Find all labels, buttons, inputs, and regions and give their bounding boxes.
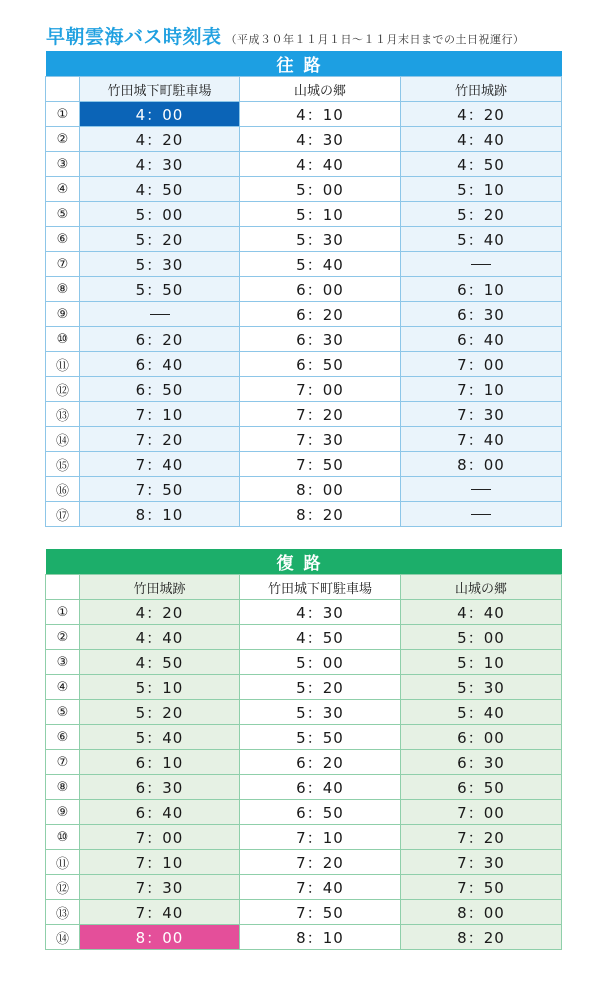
table-row — [46, 477, 562, 502]
time-cell: 7：50 — [240, 452, 401, 477]
corner-cell — [46, 77, 80, 102]
column-header: 竹田城跡 — [80, 575, 240, 600]
time-cell: 4：00 — [80, 102, 240, 127]
table-row — [46, 900, 562, 925]
trip-number: ① — [46, 600, 80, 625]
trip-number: ⑤ — [46, 202, 80, 227]
trip-number: ⑨ — [46, 302, 80, 327]
time-cell: 7：10 — [80, 850, 240, 875]
time-cell: 8：20 — [240, 502, 401, 527]
time-cell: 7：20 — [401, 825, 562, 850]
time-cell: 5：30 — [240, 700, 401, 725]
table-row — [46, 227, 562, 252]
trip-number: ⑤ — [46, 700, 80, 725]
time-cell: 7：20 — [240, 850, 401, 875]
time-cell: 7：50 — [240, 900, 401, 925]
trip-number: ⑩ — [46, 825, 80, 850]
trip-number: ② — [46, 625, 80, 650]
trip-number: ⑪ — [46, 850, 80, 875]
time-cell: 5：40 — [240, 252, 401, 277]
table-row — [46, 127, 562, 152]
time-cell: 4：40 — [401, 600, 562, 625]
table-row — [46, 452, 562, 477]
trip-number: ④ — [46, 675, 80, 700]
time-cell: 5：30 — [80, 252, 240, 277]
table-row — [46, 825, 562, 850]
table-row — [46, 675, 562, 700]
trip-number: ⑫ — [46, 875, 80, 900]
trip-number: ② — [46, 127, 80, 152]
time-cell: 7：50 — [80, 477, 240, 502]
time-cell: 8：00 — [80, 925, 240, 950]
column-header: 山城の郷 — [240, 77, 401, 102]
time-cell: 8：10 — [80, 502, 240, 527]
trip-number: ③ — [46, 152, 80, 177]
time-cell: 5：30 — [240, 227, 401, 252]
time-cell: 4：10 — [240, 102, 401, 127]
table-row — [46, 925, 562, 950]
table-row — [46, 775, 562, 800]
time-cell: 4：50 — [80, 650, 240, 675]
table-row — [46, 177, 562, 202]
time-cell: 4：40 — [401, 127, 562, 152]
time-cell: 8：00 — [401, 452, 562, 477]
time-cell: 6：40 — [401, 327, 562, 352]
time-cell: 7：30 — [401, 402, 562, 427]
return-column-headers — [46, 575, 562, 600]
time-cell: 5：20 — [80, 700, 240, 725]
table-row — [46, 700, 562, 725]
trip-number: ⑬ — [46, 900, 80, 925]
time-cell: 4：50 — [401, 152, 562, 177]
trip-number: ⑫ — [46, 377, 80, 402]
table-row — [46, 102, 562, 127]
time-cell: 5：20 — [80, 227, 240, 252]
time-cell: 4：30 — [240, 600, 401, 625]
time-cell: 5：00 — [240, 177, 401, 202]
trip-number: ① — [46, 102, 80, 127]
trip-number: ⑭ — [46, 427, 80, 452]
time-cell: 4：50 — [240, 625, 401, 650]
time-cell: 5：20 — [401, 202, 562, 227]
time-cell: 5：40 — [401, 700, 562, 725]
time-cell: 6：50 — [80, 377, 240, 402]
time-cell: 4：30 — [80, 152, 240, 177]
outbound-timetable — [45, 51, 562, 527]
trip-number: ③ — [46, 650, 80, 675]
no-service-dash — [471, 514, 491, 515]
table-row — [46, 152, 562, 177]
time-cell: 5：10 — [240, 202, 401, 227]
corner-cell — [46, 575, 80, 600]
table-row — [46, 427, 562, 452]
time-cell: 8：10 — [240, 925, 401, 950]
time-cell — [80, 302, 240, 327]
return-header: 復路 — [46, 549, 562, 575]
title-sub: （平成３０年１１月１日～１１月末日までの土日祝運行） — [225, 33, 525, 46]
no-service-dash — [471, 264, 491, 265]
trip-number: ⑧ — [46, 277, 80, 302]
trip-number: ⑦ — [46, 252, 80, 277]
time-cell: 6：40 — [240, 775, 401, 800]
time-cell: 7：10 — [240, 825, 401, 850]
table-row — [46, 800, 562, 825]
time-cell: 7：30 — [240, 427, 401, 452]
time-cell: 8：00 — [240, 477, 401, 502]
time-cell: 6：20 — [240, 750, 401, 775]
time-cell: 8：00 — [401, 900, 562, 925]
time-cell: 6：10 — [80, 750, 240, 775]
table-row — [46, 502, 562, 527]
column-header: 山城の郷 — [401, 575, 562, 600]
trip-number: ④ — [46, 177, 80, 202]
trip-number: ⑰ — [46, 502, 80, 527]
outbound-column-headers — [46, 77, 562, 102]
time-cell: 7：00 — [401, 800, 562, 825]
time-cell: 7：20 — [80, 427, 240, 452]
column-header: 竹田城下町駐車場 — [240, 575, 401, 600]
table-row — [46, 302, 562, 327]
outbound-header: 往路 — [46, 51, 562, 77]
time-cell: 5：30 — [401, 675, 562, 700]
trip-number: ⑮ — [46, 452, 80, 477]
table-row — [46, 377, 562, 402]
column-header: 竹田城跡 — [401, 77, 562, 102]
time-cell: 7：30 — [401, 850, 562, 875]
return-timetable — [45, 549, 562, 950]
no-service-dash — [471, 489, 491, 490]
page-title — [46, 22, 586, 48]
time-cell: 6：30 — [240, 327, 401, 352]
time-cell: 4：30 — [240, 127, 401, 152]
time-cell: 7：40 — [240, 875, 401, 900]
table-row — [46, 402, 562, 427]
time-cell: 5：00 — [80, 202, 240, 227]
time-cell: 4：50 — [80, 177, 240, 202]
time-cell: 4：20 — [80, 127, 240, 152]
time-cell: 4：40 — [240, 152, 401, 177]
trip-number: ⑯ — [46, 477, 80, 502]
column-header: 竹田城下町駐車場 — [80, 77, 240, 102]
time-cell: 5：40 — [80, 725, 240, 750]
time-cell: 6：30 — [401, 302, 562, 327]
time-cell — [401, 252, 562, 277]
time-cell: 7：10 — [401, 377, 562, 402]
time-cell: 5：50 — [240, 725, 401, 750]
trip-number: ⑧ — [46, 775, 80, 800]
title-main: 早朝雲海バス時刻表 — [46, 26, 222, 48]
time-cell: 6：50 — [240, 352, 401, 377]
trip-number: ⑥ — [46, 227, 80, 252]
time-cell: 7：10 — [80, 402, 240, 427]
time-cell: 6：00 — [240, 277, 401, 302]
no-service-dash — [150, 314, 170, 315]
time-cell: 7：50 — [401, 875, 562, 900]
time-cell: 5：00 — [401, 625, 562, 650]
trip-number: ⑨ — [46, 800, 80, 825]
table-row — [46, 327, 562, 352]
time-cell: 4：20 — [401, 102, 562, 127]
table-row — [46, 650, 562, 675]
time-cell: 6：10 — [401, 277, 562, 302]
time-cell: 8：20 — [401, 925, 562, 950]
time-cell — [401, 502, 562, 527]
time-cell: 4：20 — [80, 600, 240, 625]
time-cell: 6：40 — [80, 352, 240, 377]
table-row — [46, 600, 562, 625]
time-cell: 7：40 — [80, 900, 240, 925]
trip-number: ⑭ — [46, 925, 80, 950]
table-row — [46, 875, 562, 900]
time-cell: 6：50 — [240, 800, 401, 825]
time-cell: 7：00 — [240, 377, 401, 402]
time-cell: 6：00 — [401, 725, 562, 750]
trip-number: ⑬ — [46, 402, 80, 427]
time-cell: 6：30 — [80, 775, 240, 800]
time-cell: 5：40 — [401, 227, 562, 252]
time-cell — [401, 477, 562, 502]
time-cell: 7：00 — [80, 825, 240, 850]
time-cell: 7：30 — [80, 875, 240, 900]
time-cell: 6：50 — [401, 775, 562, 800]
time-cell: 4：40 — [80, 625, 240, 650]
table-row — [46, 850, 562, 875]
time-cell: 7：40 — [401, 427, 562, 452]
time-cell: 5：10 — [401, 177, 562, 202]
trip-number: ⑦ — [46, 750, 80, 775]
table-row — [46, 252, 562, 277]
table-row — [46, 625, 562, 650]
table-row — [46, 352, 562, 377]
table-row — [46, 202, 562, 227]
time-cell: 7：40 — [80, 452, 240, 477]
time-cell: 5：10 — [401, 650, 562, 675]
time-cell: 6：20 — [240, 302, 401, 327]
time-cell: 6：20 — [80, 327, 240, 352]
time-cell: 6：30 — [401, 750, 562, 775]
table-row — [46, 725, 562, 750]
time-cell: 5：00 — [240, 650, 401, 675]
trip-number: ⑥ — [46, 725, 80, 750]
time-cell: 7：00 — [401, 352, 562, 377]
time-cell: 5：20 — [240, 675, 401, 700]
time-cell: 5：10 — [80, 675, 240, 700]
trip-number: ⑪ — [46, 352, 80, 377]
time-cell: 6：40 — [80, 800, 240, 825]
table-row — [46, 750, 562, 775]
time-cell: 5：50 — [80, 277, 240, 302]
time-cell: 7：20 — [240, 402, 401, 427]
table-row — [46, 277, 562, 302]
trip-number: ⑩ — [46, 327, 80, 352]
